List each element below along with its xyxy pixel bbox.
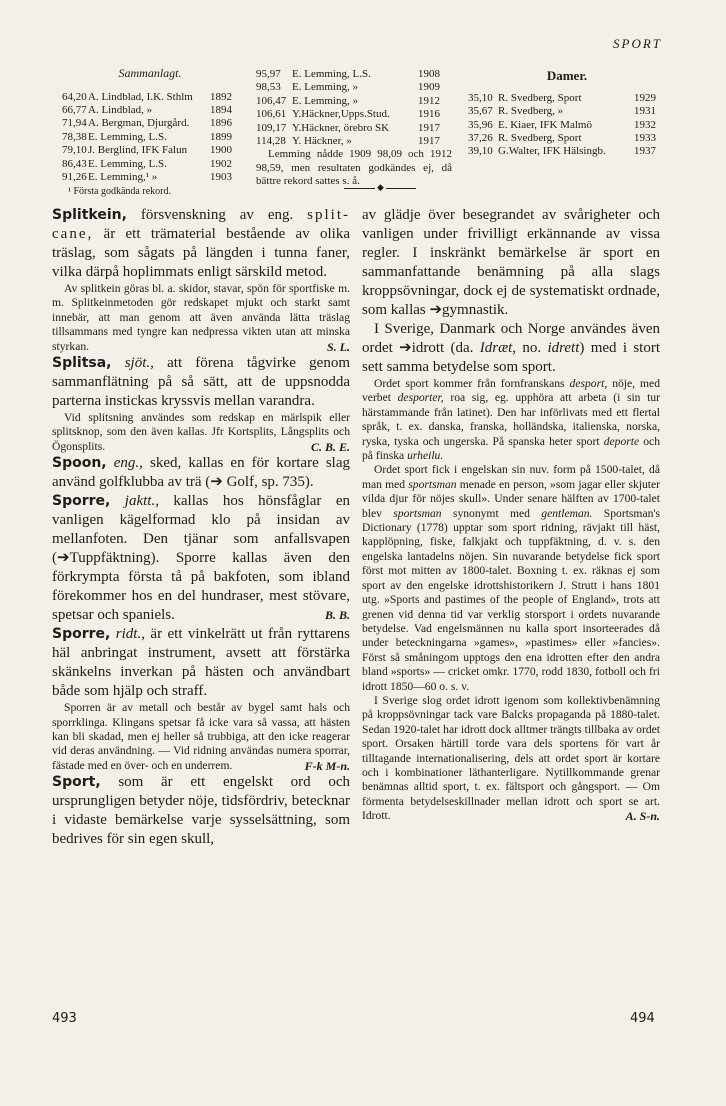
records-table-total xyxy=(62,66,238,199)
headword-splitsa: Splitsa, xyxy=(52,355,112,372)
headword-sporre: Sporre, xyxy=(52,626,111,643)
headword-sport: Sport, xyxy=(52,774,101,791)
record-year: 1908 xyxy=(418,68,440,80)
entry-sport xyxy=(52,773,350,849)
record-year: 1894 xyxy=(210,104,232,117)
record-row xyxy=(62,117,238,130)
table-footnote: ¹ Första godkända rekord. xyxy=(68,186,171,198)
entry-text: försvenskning av eng. xyxy=(126,207,308,223)
headword-spoon: Spoon, xyxy=(52,455,107,472)
detail-text: nöje, med verbet xyxy=(362,377,660,405)
entry-text: I Sverige, Danmark och Norge användes även ordet ➔idrott (da. xyxy=(362,321,660,356)
italic-term: sportsman xyxy=(393,506,442,520)
detail-text: Sporren är av metall och består av bygel samt hals och sporrklinga. Klingans spetsar få icke vara så vassa, att hästen kan bli skadad, men ej heller så trubbiga, att den icke reagerar vid deras användning. — Vid ridning användas numera sporrar, fästade med en över- och en underrem. xyxy=(52,701,350,772)
detail-text: roa sig, eg. upphöra att arbeta (i sin tur härstammande från latinet). Den har införlivats med ett flertal språk, t. ex. danska, franska, holländska, italienska, norska, ryska, tyska och ungerska. På spanska heter sport xyxy=(362,391,660,448)
record-row xyxy=(256,122,452,135)
sport-etymology xyxy=(362,377,660,463)
record-year: 1933 xyxy=(634,132,656,145)
qualifier: jaktt., xyxy=(124,493,159,510)
record-holder: E. Lemming,¹ » xyxy=(88,171,158,184)
record-time: 37,26 xyxy=(468,132,493,145)
record-row xyxy=(468,119,666,132)
record-time: 78,38 xyxy=(62,130,87,143)
entry-splitkein-details xyxy=(52,282,350,354)
record-holder: R. Svedberg, » xyxy=(498,105,564,118)
entry-text: är ett vinkelrätt ut från ryttarens häl anbringat instrument, avsett att förstärka skänkelns inverkan på hästen och användbart både som hjälp och straff. xyxy=(52,626,351,700)
headword-sporre: Sporre, xyxy=(52,493,111,510)
entry-splitsa xyxy=(52,354,350,411)
record-time: 64,20 xyxy=(62,90,87,103)
table-title-women: Damer. xyxy=(546,68,588,83)
italic-term: deporte xyxy=(603,434,640,448)
entry-spoon xyxy=(52,454,350,492)
record-year: 1902 xyxy=(210,157,232,170)
record-year: 1931 xyxy=(634,105,656,118)
record-year: 1929 xyxy=(634,91,656,104)
record-year: 1916 xyxy=(418,108,440,121)
entry-text: sked, kallas en för kortare slag använd golfklubba av trä (➔ Golf, sp. 735). xyxy=(52,455,350,491)
detail-text: Ordet sport kommer från fornfranskans xyxy=(374,377,570,390)
record-time: 39,10 xyxy=(468,145,493,158)
detail-text: Ordet sport fick i engelskan sin nuv. form på 1500-talet, då man med xyxy=(362,463,660,491)
author-signature: A. S-n. xyxy=(625,809,660,824)
record-row xyxy=(62,104,238,117)
record-time: 35,10 xyxy=(468,91,493,104)
entry-text: som är ett engelskt ord och ursprungligen betyder nöje, tidsfördriv, betecknar i vidaste bemärkelse varje sysselsättning, som bedrives för sin egen skull, xyxy=(52,774,350,848)
record-time: 114,28 xyxy=(256,135,286,148)
entry-splitkein xyxy=(52,206,350,282)
author-signature: F-k M-n. xyxy=(304,758,350,773)
record-time: 91,26 xyxy=(62,171,87,184)
record-time: 98,53 xyxy=(256,81,281,94)
record-holder: A. Bergman, Djurgård. xyxy=(88,117,190,130)
author-signature: C. B. E. xyxy=(310,439,350,454)
record-year: 1899 xyxy=(210,130,232,143)
entry-sporre-hunting xyxy=(52,492,350,625)
entry-text: att förena tågvirke genom sammanflätning på så sätt, att de uppsnodda parterna instickas kryssvis mellan varandra. xyxy=(52,355,351,410)
record-row xyxy=(256,135,452,148)
record-holder: A. Lindblad, » xyxy=(88,104,153,117)
record-holder: R. Svedberg, Sport xyxy=(498,132,582,145)
record-row xyxy=(468,105,666,118)
italic-term: urheilu. xyxy=(407,449,444,463)
qualifier: eng., xyxy=(113,455,143,472)
record-row xyxy=(62,91,238,104)
entry-text: är ett trämaterial bestående av olika träslag, som sågats på längden i tunna faner, vilka därpå hoplimmats enligt särskild metod. xyxy=(52,226,350,280)
author-signature: S. L. xyxy=(326,339,350,354)
record-row xyxy=(62,131,238,144)
entry-text: no. xyxy=(516,340,548,356)
record-time: 79,10 xyxy=(62,144,87,157)
records-table-total-continued xyxy=(256,68,452,189)
left-column xyxy=(52,206,350,849)
record-holder: Y.Häckner, örebro SK xyxy=(292,121,390,134)
detail-text: I Sverige slog ordet idrott igenom som kollektivbenämning på kroppsövningar tack vare Balcks propaganda på 1880-talet. Sedan 1920-talet har idrott dock alltmer trängts tillbaka av ordet sport. Orsaken härtill torde vara dels sportens för vart år tilltagande internationalisering, dels att ordet sport är kortare och i kombinationer läthanterligare. Nytillkommande grenar benämnas alltid sport, t. ex. fältsport och gångsport. — Om förmenta betydelseskillnader mellan idrott och sport se art. Idrott. xyxy=(362,693,660,823)
entry-sporre-details xyxy=(52,701,350,773)
sport-english-history xyxy=(362,463,660,694)
record-year: 1892 xyxy=(210,90,232,103)
record-holder: E. Lemming, » xyxy=(292,94,358,107)
headword-splitkein: Splitkein, xyxy=(52,207,127,223)
record-time: 35,96 xyxy=(468,118,493,131)
page-number-right: 494 xyxy=(630,1011,655,1026)
record-holder: E. Lemming, L.S. xyxy=(88,157,167,170)
record-row xyxy=(256,81,452,94)
record-row xyxy=(256,108,452,121)
record-row xyxy=(468,145,666,158)
diamond-ornament-icon: ◆ xyxy=(377,183,384,193)
qualifier: sjöt., xyxy=(124,355,154,372)
record-year: 1909 xyxy=(418,81,440,94)
record-holder: A. Lindblad, I.K. Sthlm xyxy=(88,90,193,103)
detail-text: Vid splitsning användes som redskap en märlspik eller splitsknop, som den även kallas. Jfr Kortsplits, Långsplits och Ögonsplits. xyxy=(52,411,350,453)
record-year: 1932 xyxy=(634,118,656,131)
record-time: 86,43 xyxy=(62,157,87,170)
record-holder: E. Lemming, L.S. xyxy=(292,68,371,80)
page-number-left: 493 xyxy=(52,1011,77,1026)
record-time: 95,97 xyxy=(256,68,281,80)
record-year: 1900 xyxy=(210,144,232,157)
record-row xyxy=(256,68,452,81)
record-year: 1912 xyxy=(418,94,440,107)
record-row xyxy=(62,171,238,184)
record-time: 71,94 xyxy=(62,117,87,130)
italic-term: desporter, xyxy=(397,391,444,405)
table-title-total: Sammanlagt. xyxy=(118,66,182,80)
record-year: 1896 xyxy=(210,117,232,130)
record-holder: G.Walter, IFK Hälsingb. xyxy=(498,145,606,158)
spaced-term: split-cane, xyxy=(52,207,350,242)
record-time: 35,67 xyxy=(468,105,493,118)
running-head: SPORT xyxy=(613,36,662,51)
sport-swedish-history xyxy=(362,694,660,824)
detail-text: Av splitkein göras bl. a. skidor, stavar, spön för sportfiske m. m. Splitkeinmetoden gör redskapet mjukt och starkt samt innebär, att man genom att även använda lätta träslag tillsammans med tyngre kan nedpressa vikten utan att minska styrkan. xyxy=(52,282,350,353)
record-holder: Y. Häckner, » xyxy=(292,135,352,148)
sport-definition: av glädje över besegrandet av svårigheter och vanligen under frivilligt erkännande av vissa regler. I inskränkt bemärkelse är sport en sammanfattande benämning på alla slags kroppsövningar, dock ej de systematiskt ordnade, som kallas ➔gymnastik. xyxy=(362,207,660,318)
italic-term: Idræt, xyxy=(479,340,517,356)
records-note: Lemming nådde 1909 98,09 och 1912 98,59, men resultaten godkändes ej, då bättre rekord sattes s. å. xyxy=(256,148,452,188)
section-divider xyxy=(344,182,416,194)
record-year: 1903 xyxy=(210,171,232,184)
italic-term: gentleman. xyxy=(541,506,593,520)
author-signature: B. B. xyxy=(324,608,350,623)
record-year: 1917 xyxy=(418,121,440,134)
italic-term: idrett xyxy=(547,340,580,356)
record-time: 106,61 xyxy=(256,108,287,121)
record-year: 1917 xyxy=(418,135,440,148)
italic-term: desport, xyxy=(569,377,608,390)
record-time: 109,17 xyxy=(256,121,287,134)
entry-text: kallas hos hönsfåglar en vanligen kägelformad klo på insidan av mellanfoten. Den tjänar som anfallsvapen (➔Tuppfäktning). Sporre kallas även den förkrympta första tå på bakfoten, som ibland förekommer hos en del hundraser, mest stövare, spetsar och spaniels. xyxy=(52,493,350,624)
records-table-women xyxy=(468,40,666,159)
detail-text: Sportsman's Dictionary (1778) upptar som sport ridning, rävjakt till häst, kapplöpning, fiske, falkjakt och tuppfäktning, d. v. s. den engelska lantadelns nöjen. Sin nuvarande betydelse fick sport först mot mitten av 1800-talet. Boxning t. ex. räknas ej som sport av den engelske idrottshistorikern J. Strutt i hans 1801 utg. »Sports and pastimes of the people of England», trots att grenen vid denna tid var verklig storsport i ordets nuvarande betydelse. Vad engelsmännen nu kalla sport insorteerades då under beteckningarna »games», »pastimes» eller »fancies». Först så småningom upptogs den ena idrotten efter den andra bland »sports» — cricket omkr. 1770, rodd 1830, fotboll och fri idrott 1850—60 o. s. v. xyxy=(362,506,660,693)
sport-nordic-terms xyxy=(362,320,660,377)
record-row xyxy=(62,158,238,171)
record-row xyxy=(62,144,238,157)
detail-text: synonymt med xyxy=(441,506,542,520)
record-holder: E. Lemming, » xyxy=(292,81,358,94)
record-year: 1937 xyxy=(634,145,656,158)
detail-text: och på finska xyxy=(362,434,660,463)
record-row xyxy=(468,132,666,145)
record-row xyxy=(256,95,452,108)
record-holder: R. Svedberg, Sport xyxy=(498,91,582,104)
record-time: 106,47 xyxy=(256,94,287,107)
qualifier: ridt., xyxy=(115,626,145,643)
right-column xyxy=(362,206,660,824)
record-row xyxy=(468,92,666,105)
italic-term: sportsman xyxy=(408,477,457,491)
record-holder: Y.Häckner,Upps.Stud. xyxy=(292,108,390,121)
record-holder: E. Kiaer, IFK Malmö xyxy=(498,118,592,131)
entry-sporre-riding xyxy=(52,625,350,701)
entry-splitsa-details xyxy=(52,411,350,454)
record-holder: E. Lemming, L.S. xyxy=(88,130,167,143)
entry-text: ) med i stort sett samma betydelse som sport. xyxy=(362,340,661,375)
record-time: 66,77 xyxy=(62,104,87,117)
detail-text: menade en person, »som jagar eller skjuter vilda djur för nöjes skull». Under senare hälften av 1700-talet blev xyxy=(362,477,660,520)
record-holder: J. Berglind, IFK Falun xyxy=(88,144,188,157)
